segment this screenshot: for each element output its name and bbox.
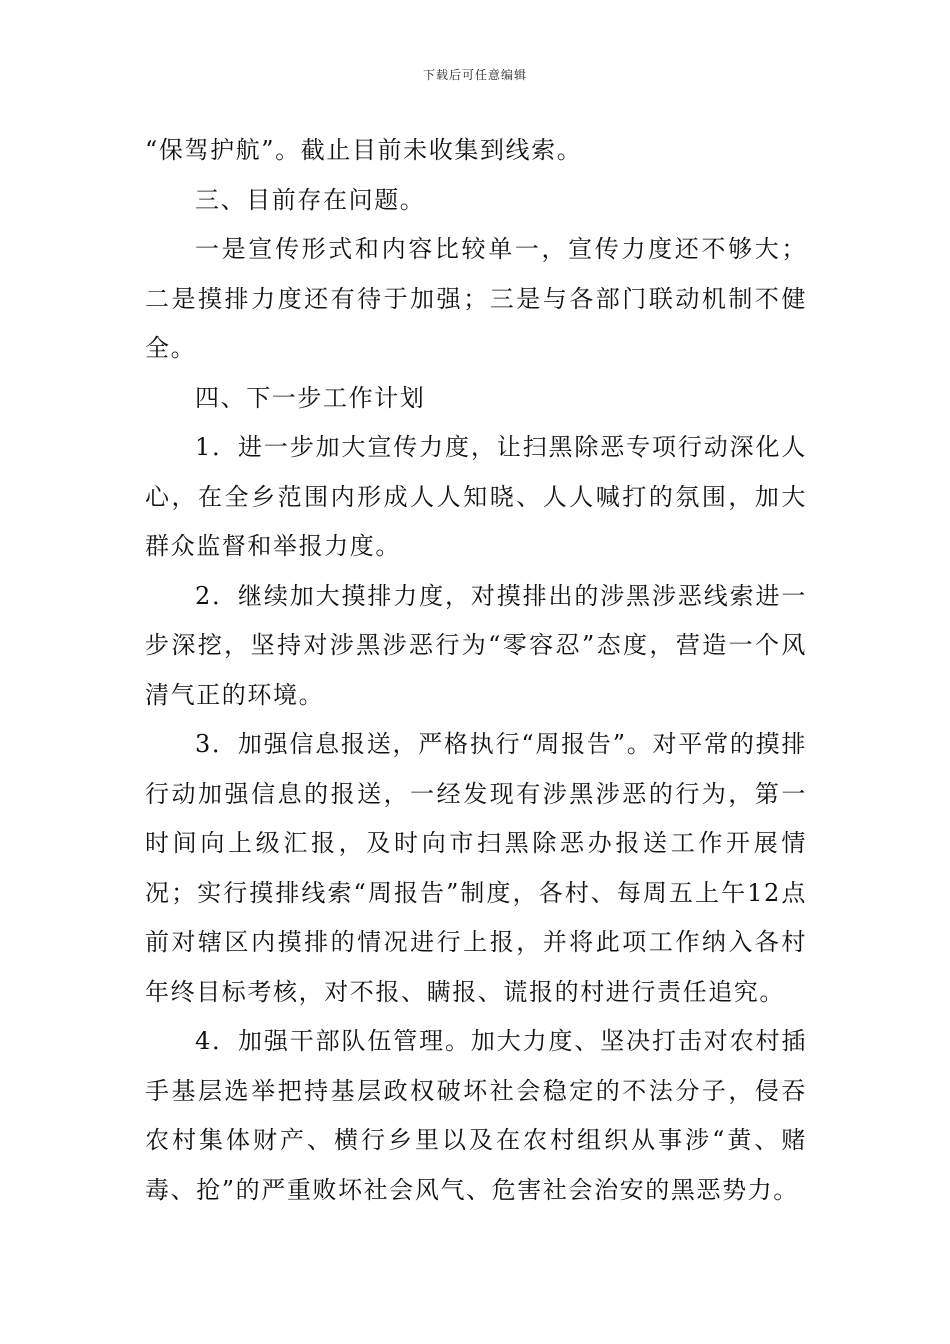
plan-item-1: 1．进一步加大宣传力度，让扫黑除恶专项行动深化人心，在全乡范围内形成人人知晓、人人喊打的氛围，加大群众监督和举报力度。 (145, 433, 807, 560)
page-header-note: 下载后可任意编辑 (422, 68, 527, 82)
plan-item-3: 3．加强信息报送，严格执行“周报告”。对平常的摸排行动加强信息的报送，一经发现有涉黑涉恶的行为，第一时间向上级汇报，及时向市扫黑除恶办报送工作开展情况；实行摸排线索“周报告”制度，各村、每周五上午12点前对辖区内摸排的情况进行上报，并将此项工作纳入各村年终目标考核，对不报、瞒报、谎报的村进行责任追究。 (145, 730, 807, 1006)
plan-item-2: 2．继续加大摸排力度，对摸排出的涉黑涉恶线索进一步深挖，坚持对涉黑涉恶行为“零容忍”态度，营造一个风清气正的环境。 (145, 581, 807, 709)
document-body (145, 126, 807, 1215)
paragraph-problems: 一是宣传形式和内容比较单一，宣传力度还不够大；二是摸排力度还有待于加强；三是与各部门联动机制不健全。 (145, 235, 807, 362)
plan-item-4: 4．加强干部队伍管理。加大力度、坚决打击对农村插手基层选举把持基层政权破坏社会稳定的不法分子，侵吞农村集体财产、横行乡里以及在农村组织从事涉“黄、赌毒、抢”的严重败坏社会风气、危害社会治安的黑恶势力。 (145, 1027, 807, 1204)
section-heading-plan: 四、下一步工作计划 (195, 383, 426, 412)
paragraph-continuation: “保驾护航”。截止目前未收集到线索。 (145, 136, 583, 164)
section-heading-problems: 三、目前存在问题。 (195, 185, 426, 214)
